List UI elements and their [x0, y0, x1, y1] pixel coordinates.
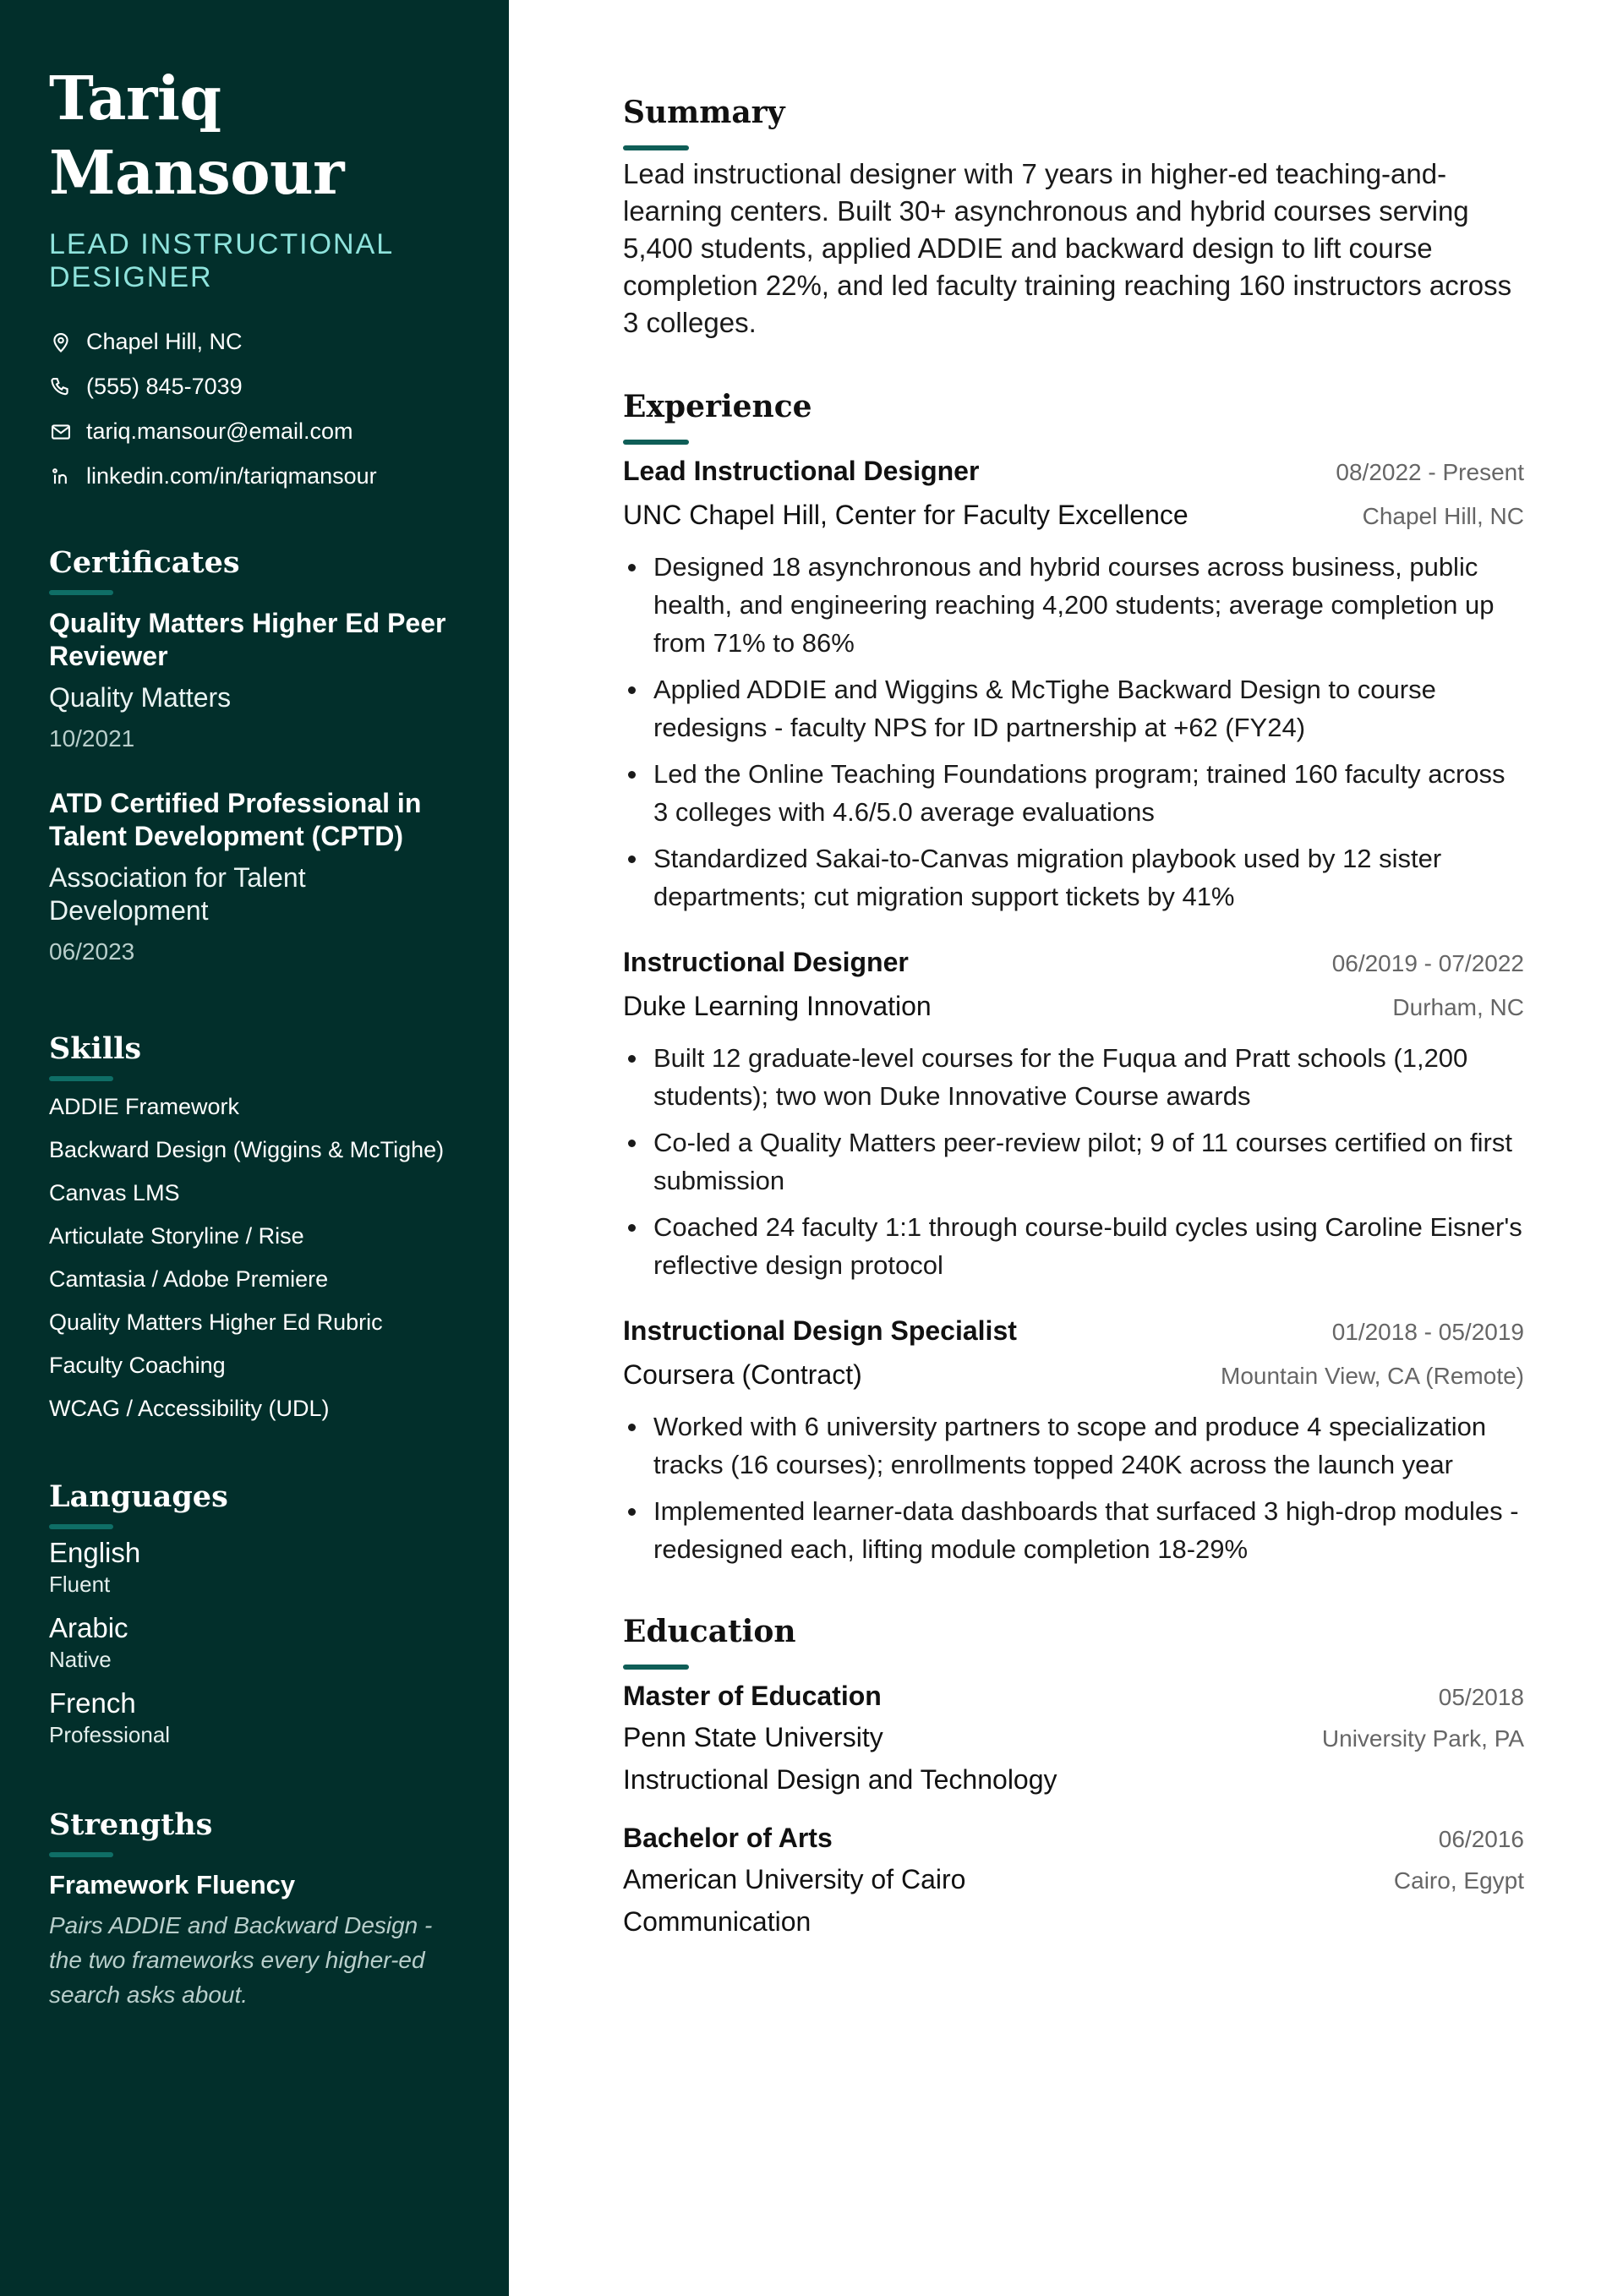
name-first: Tariq — [49, 63, 221, 134]
job-entry — [623, 453, 1524, 916]
strengths-heading: Strengths — [49, 1807, 213, 1842]
certificate-name: Quality Matters Higher Ed Peer Reviewer — [49, 608, 446, 671]
strength-title: Framework Fluency — [49, 1870, 296, 1900]
heading-underline — [49, 1852, 113, 1857]
experience-heading: Experience — [623, 389, 812, 424]
heading-underline — [623, 440, 689, 445]
skills-heading: Skills — [49, 1031, 142, 1066]
summary-heading: Summary — [623, 95, 785, 130]
school-location: University Park, PA — [1321, 1725, 1524, 1752]
certificate-issuer: Association for Talent Development — [49, 862, 306, 926]
job-dates: 06/2019 - 07/2022 — [1331, 950, 1524, 976]
email-link[interactable]: tariq.mansour@email.com — [86, 418, 353, 444]
contact-list — [49, 320, 467, 499]
job-dates: 01/2018 - 05/2019 — [1331, 1319, 1524, 1345]
language-level: Fluent — [49, 1572, 111, 1597]
language-level: Native — [49, 1647, 112, 1672]
job-bullets — [623, 1039, 1524, 1284]
skills-section — [49, 1030, 467, 1426]
school-location: Cairo, Egypt — [1393, 1867, 1524, 1894]
heading-underline — [623, 1665, 689, 1670]
languages-section — [49, 1479, 467, 1749]
certificate-item — [49, 607, 467, 753]
degree-date: 05/2018 — [1438, 1684, 1524, 1710]
languages-heading: Languages — [49, 1479, 228, 1514]
language-item — [49, 1686, 467, 1749]
skill-item: WCAG / Accessibility (UDL) — [49, 1396, 330, 1421]
language-name: French — [49, 1687, 136, 1719]
experience-section — [623, 387, 1524, 1568]
skill-item: ADDIE Framework — [49, 1094, 240, 1119]
school-name: Penn State University — [623, 1722, 883, 1752]
job-dates: 08/2022 - Present — [1336, 459, 1524, 485]
language-name: English — [49, 1537, 141, 1568]
job-location: Durham, NC — [1392, 994, 1524, 1020]
language-level: Professional — [49, 1722, 171, 1747]
skill-item: Camtasia / Adobe Premiere — [49, 1266, 329, 1292]
name-last: Mansour — [49, 137, 345, 208]
bullet-item: Built 12 graduate-level courses for the Fuqua and Pratt schools (1,200 students); two won Duke Innovative Course awards — [623, 1039, 1524, 1115]
job-title: Instructional Designer — [623, 947, 909, 977]
bullet-item: Standardized Sakai-to-Canvas migration playbook used by 12 sister departments; cut migration support tickets by 41% — [623, 839, 1524, 916]
contact-phone — [49, 364, 467, 409]
degree-date: 06/2016 — [1438, 1826, 1524, 1852]
skill-item: Quality Matters Higher Ed Rubric — [49, 1309, 383, 1335]
skills-list — [49, 1090, 467, 1426]
field-of-study: Instructional Design and Technology — [623, 1764, 1057, 1795]
linkedin-icon — [49, 465, 73, 489]
bullet-item: Coached 24 faculty 1:1 through course-build cycles using Caroline Eisner's reflective design protocol — [623, 1208, 1524, 1284]
field-of-study: Communication — [623, 1906, 812, 1937]
language-item — [49, 1536, 467, 1599]
education-entry — [623, 1820, 1524, 1940]
education-entry — [623, 1678, 1524, 1798]
certificate-item — [49, 787, 467, 966]
heading-underline — [49, 1076, 113, 1081]
certificates-heading: Certificates — [49, 545, 240, 580]
job-entry — [623, 1313, 1524, 1568]
education-section — [623, 1612, 1524, 1940]
candidate-name — [49, 61, 467, 210]
job-title: Instructional Design Specialist — [623, 1315, 1017, 1346]
job-bullets — [623, 548, 1524, 916]
bullet-item: Implemented learner-data dashboards that surfaced 3 high-drop modules - redesigned each, lifting module completion 18-29% — [623, 1492, 1524, 1568]
job-company: Coursera (Contract) — [623, 1359, 862, 1390]
heading-underline — [623, 145, 689, 150]
certificate-name: ATD Certified Professional in Talent Development (CPTD) — [49, 788, 422, 851]
bullet-item: Designed 18 asynchronous and hybrid courses across business, public health, and engineering reaching 4,200 students; average completion up from 71% to 86% — [623, 548, 1524, 662]
skill-item: Articulate Storyline / Rise — [49, 1223, 304, 1249]
school-name: American University of Cairo — [623, 1864, 966, 1894]
heading-underline — [49, 590, 113, 595]
location-text: Chapel Hill, NC — [86, 329, 243, 354]
skill-item: Faculty Coaching — [49, 1353, 226, 1378]
bullet-item: Applied ADDIE and Wiggins & McTighe Backward Design to course redesigns - faculty NPS for ID partnership at +62 (FY24) — [623, 670, 1524, 746]
degree-name: Master of Education — [623, 1681, 882, 1711]
contact-location — [49, 320, 467, 364]
heading-underline — [49, 1524, 113, 1529]
bullet-item: Led the Online Teaching Foundations program; trained 160 faculty across 3 colleges with 4.6/5.0 average evaluations — [623, 755, 1524, 831]
job-entry — [623, 944, 1524, 1284]
strengths-section — [49, 1807, 467, 2012]
language-item — [49, 1611, 467, 1674]
summary-section — [623, 93, 1524, 342]
envelope-icon — [49, 420, 73, 444]
certificate-date: 10/2021 — [49, 725, 135, 752]
certificate-date: 06/2023 — [49, 938, 135, 965]
phone-text: (555) 845-7039 — [86, 374, 243, 399]
contact-email[interactable] — [49, 409, 467, 454]
linkedin-link[interactable]: linkedin.com/in/tariqmansour — [86, 463, 377, 489]
job-company: Duke Learning Innovation — [623, 991, 932, 1021]
location-pin-icon — [49, 331, 73, 354]
job-title: Lead Instructional Designer — [623, 456, 980, 486]
sidebar — [0, 0, 509, 2296]
certificate-issuer: Quality Matters — [49, 682, 232, 713]
job-bullets — [623, 1408, 1524, 1568]
skill-item: Canvas LMS — [49, 1180, 180, 1205]
certificates-section — [49, 544, 467, 966]
languages-list — [49, 1536, 467, 1749]
job-company: UNC Chapel Hill, Center for Faculty Excellence — [623, 500, 1189, 530]
strength-description: Pairs ADDIE and Backward Design - the two frameworks every higher-ed search asks about. — [49, 1912, 433, 2008]
bullet-item: Worked with 6 university partners to scope and produce 4 specialization tracks (16 courses); enrollments topped 240K across the launch year — [623, 1408, 1524, 1484]
phone-icon — [49, 375, 73, 399]
education-heading: Education — [623, 1614, 796, 1649]
main-content — [509, 0, 1623, 2296]
contact-linkedin[interactable] — [49, 454, 467, 499]
summary-text: Lead instructional designer with 7 years in higher-ed teaching-and-learning centers. Built 30+ asynchronous and hybrid courses serving 5,400 students, applied ADDIE and backward design to lift course completion 22%, and led faculty training reaching 160 instructors across 3 colleges. — [623, 158, 1512, 338]
job-location: Chapel Hill, NC — [1362, 503, 1524, 529]
skill-item: Backward Design (Wiggins & McTighe) — [49, 1137, 445, 1162]
job-title-headline: LEAD INSTRUCTIONAL DESIGNER — [49, 228, 393, 293]
language-name: Arabic — [49, 1612, 128, 1643]
degree-name: Bachelor of Arts — [623, 1823, 833, 1853]
bullet-item: Co-led a Quality Matters peer-review pilot; 9 of 11 courses certified on first submission — [623, 1123, 1524, 1200]
job-location: Mountain View, CA (Remote) — [1221, 1363, 1524, 1389]
